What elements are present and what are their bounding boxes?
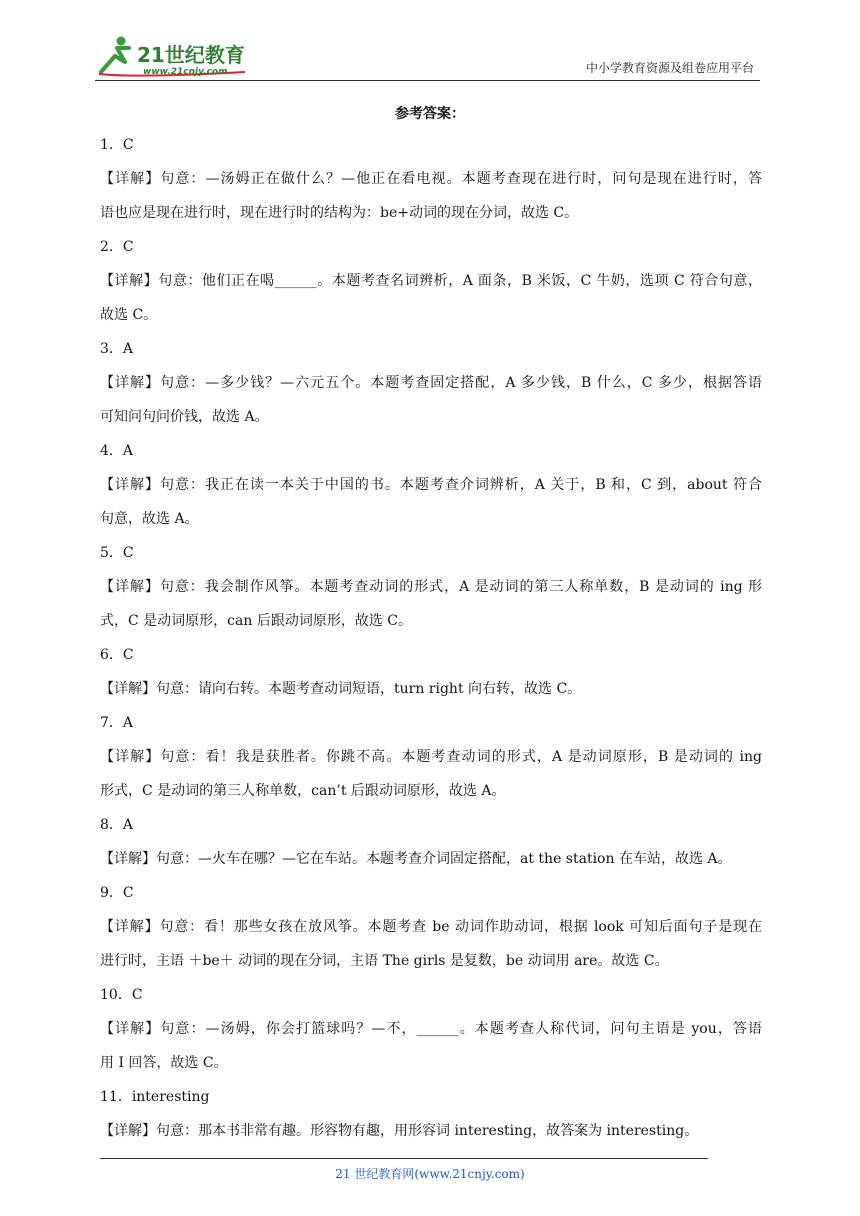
footer-text: 21 世纪教育网(www.21cnjy.com) xyxy=(335,1167,525,1181)
answer-explanation: 可知问句问价钱，故选 A。 xyxy=(100,409,269,425)
answer-number: 3．A xyxy=(100,341,134,357)
answer-number: 2．C xyxy=(100,239,134,255)
answer-number: 4．A xyxy=(100,443,134,459)
answer-explanation: 【详解】句意：我正在读一本关于中国的书。本题考查介词辨析，A 关于，B 和，C 到，about 符合 xyxy=(100,477,762,493)
answer-number: 6．C xyxy=(100,647,134,663)
header-platform-text: 中小学教育资源及组卷应用平台 xyxy=(585,61,754,75)
answer-explanation: 进行时，主语 ＋be＋ 动词的现在分词，主语 The girls 是复数，be 动词用 are。故选 C。 xyxy=(100,953,669,969)
answer-number: 7．A xyxy=(100,715,134,731)
logo-21cnjy xyxy=(95,34,265,78)
answer-number: 1．C xyxy=(100,137,134,153)
answer-explanation: 【详解】句意：—火车在哪？—它在车站。本题考查介词固定搭配，at the station 在车站，故选 A。 xyxy=(100,851,732,867)
page-title: 参考答案： xyxy=(395,106,465,122)
answer-explanation: 【详解】句意：他们正在喝______。本题考查名词辨析，A 面条，B 米饭，C 牛奶，选项 C 符合句意， xyxy=(100,273,762,289)
answer-explanation: 【详解】句意：看！那些女孩在放风筝。本题考查 be 动词作助动词，根据 look 可知后面句子是现在 xyxy=(100,919,762,935)
answer-list xyxy=(100,128,762,1148)
answer-explanation: 句意，故选 A。 xyxy=(100,511,199,527)
answer-explanation: 【详解】句意：那本书非常有趣。形容物有趣，用形容词 interesting，故答案为 interesting。 xyxy=(100,1123,699,1139)
answer-explanation: 形式，C 是动词的第三人称单数，can’t 后跟动词原形，故选 A。 xyxy=(100,783,506,799)
answer-number: 11．interesting xyxy=(100,1089,210,1105)
footer-divider xyxy=(100,1158,708,1159)
answer-explanation: 【详解】句意：—汤姆，你会打篮球吗？—不，______。本题考查人称代词，问句主语是 you，答语 xyxy=(100,1021,762,1037)
answer-number: 5．C xyxy=(100,545,134,561)
answer-explanation: 故选 C。 xyxy=(100,307,158,323)
page-header xyxy=(95,34,760,81)
answer-explanation: 用 I 回答，故选 C。 xyxy=(100,1055,228,1071)
answer-number: 9．C xyxy=(100,885,134,901)
svg-text:21世纪教育: 21世纪教育 xyxy=(137,43,245,67)
answer-explanation: 语也应是现在进行时，现在进行时的结构为：be+动词的现在分词，故选 C。 xyxy=(100,205,579,221)
answer-explanation: 【详解】句意：请向右转。本题考查动词短语，turn right 向右转，故选 C。 xyxy=(100,681,582,697)
answer-explanation: 【详解】句意：我会制作风筝。本题考查动词的形式，A 是动词的第三人称单数，B 是动词的 ing 形 xyxy=(100,579,762,595)
answer-number: 10．C xyxy=(100,987,143,1003)
answer-explanation: 【详解】句意：—多少钱？—六元五个。本题考查固定搭配，A 多少钱，B 什么，C 多少，根据答语 xyxy=(100,375,762,391)
answer-explanation: 【详解】句意：—汤姆正在做什么？—他正在看电视。本题考查现在进行时，问句是现在进行时，答 xyxy=(100,171,762,187)
answer-explanation: 【详解】句意：看！我是获胜者。你跳不高。本题考查动词的形式，A 是动词原形，B 是动词的 ing xyxy=(100,749,762,765)
answer-number: 8．A xyxy=(100,817,134,833)
svg-text:www.21cnjy.com: www.21cnjy.com xyxy=(143,67,228,77)
answer-explanation: 式，C 是动词原形，can 后跟动词原形，故选 C。 xyxy=(100,613,412,629)
